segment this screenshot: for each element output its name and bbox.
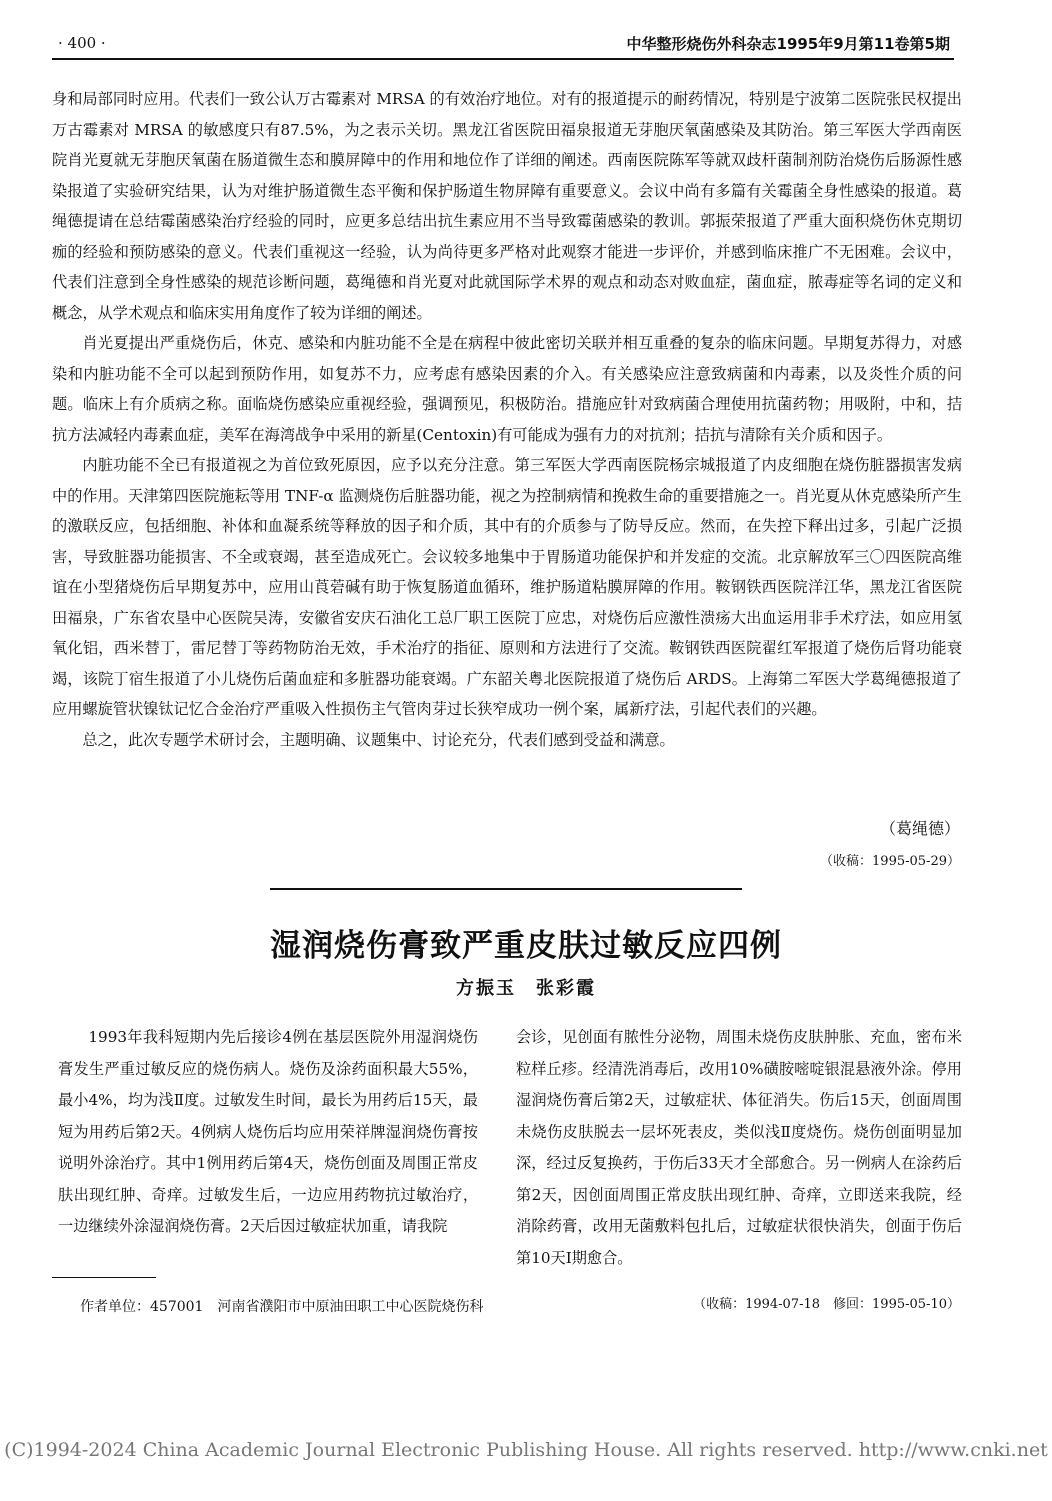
footnote-rule: [52, 1277, 156, 1278]
right-column: [516, 1022, 962, 1274]
paragraph: 身和局部同时应用。代表们一致公认万古霉素对 MRSA 的有效治疗地位。对有的报道提示的耐药情况，特别是宁波第二医院张民权提出万古霉素对 MRSA 的敏感度只有87.5%，为之表示关切。黑龙江省医院田福泉报道无芽胞厌氧菌感染及其防治。第三军医大学西南医院肖光夏就无芽胞厌氧菌在肠道微生态和膜屏障中的作用和地位作了详细的阐述。西南医院陈军等就双歧杆菌制剂防治烧伤后肠源性感染报道了实验研究结果，认为对维护肠道微生态平衡和保护肠道生物屏障有重要意义。会议中尚有多篇有关霉菌全身性感染的报道。葛绳德提请在总结霉菌感染治疗经验的同时，应更多总结出抗生素应用不当导致霉菌感染的教训。郭振荣报道了严重大面积烧伤休克期切痂的经验和预防感染的意义。代表们重视这一经验，认为尚待更多严格对此观察才能进一步评价，并感到临床推广不无困难。会议中，代表们注意到全身性感染的规范诊断问题，葛绳德和肖光夏对此就国际学术界的观点和动态对败血症，菌血症，脓毒症等名词的定义和概念，从学术观点和临床实用角度作了较为详细的阐述。: [52, 90, 962, 322]
copyright-watermark: (C)1994-2024 China Academic Journal Electronic Publishing House. All rights reserved. http://www.cnki.net: [4, 1439, 1048, 1461]
received-revised-date: （收稿：1994-07-18 修回：1995-05-10）: [693, 1297, 960, 1312]
received-date: （收稿：1995-05-29）: [820, 854, 960, 869]
paragraph: 总之，此次专题学术研讨会，主题明确、议题集中、讨论充分，代表们感到受益和满意。: [82, 730, 675, 749]
journal-header: 中华整形烧伤外科杂志1995年9月第11卷第5期: [626, 35, 950, 53]
paragraph: 肖光夏提出严重烧伤后，休克、感染和内脏功能不全是在病程中彼此密切关联并相互重叠的复杂的临床问题。早期复苏得力，对感染和内脏功能不全可以起到预防作用，如复苏不力，应考虑有感染因素的介入。有关感染应注意致病菌和内毒素，以及炎性介质的问题。临床上有介质病之称。面临烧伤感染应重视经验，强调预见，积极防治。措施应针对致病菌合理使用抗菌药物；用吸附，中和，拮抗方法减轻内毒素血症，美军在海湾战争中采用的新星(Centoxin)有可能成为强有力的对抗剂；拮抗与清除有关介质和因子。: [52, 334, 962, 444]
left-column: [58, 1022, 478, 1243]
header-rule: [52, 58, 954, 60]
author-affiliation: 作者单位：457001 河南省濮阳市中原油田职工中心医院烧伤科: [80, 1299, 484, 1315]
section-divider: [270, 888, 742, 890]
page-number: · 400 ·: [58, 34, 106, 52]
article1-body: [52, 84, 962, 755]
paragraph: 内脏功能不全已有报道视之为首位致死原因，应予以充分注意。第三军医大学西南医院杨宗城报道了内皮细胞在烧伤脏器损害发病中的作用。天津第四医院施耘等用 TNF-α 监测烧伤后脏器功能，视之为控制病情和挽救生命的重要措施之一。肖光夏从休克感染所产生的激联反应，包括细胞、补体和血凝系统等释放的因子和介质，其中有的介质参与了防导反应。然而，在失控下释出过多，引起广泛损害，导致脏器功能损害、不全或衰竭，甚至造成死亡。会议较多地集中于胃肠道功能保护和并发症的交流。北京解放军三〇四医院高维谊在小型猪烧伤后早期复苏中，应用山莨菪碱有助于恢复肠道血循环，维护肠道粘膜屏障的作用。鞍钢铁西医院洋江华，黑龙江省医院田福泉，广东省农垦中心医院吴涛，安徽省安庆石油化工总厂职工医院丁应忠，对烧伤后应激性溃疡大出血运用非手术疗法，如应用氢氧化铝，西米替丁，雷尼替丁等药物防治无效，手术治疗的指征、原则和方法进行了交流。鞍钢铁西医院翟红军报道了烧伤后肾功能衰竭，该院丁宿生报道了小儿烧伤后菌血症和多脏器功能衰竭。广东韶关粤北医院报道了烧伤后 ARDS。上海第二军医大学葛绳德报道了应用螺旋管状镍钛记忆合金治疗严重吸入性损伤主气管肉芽过长狭窄成功一例个案，属新疗法，引起代表们的兴趣。: [52, 456, 962, 718]
paragraph: 会诊，见创面有脓性分泌物，周围未烧伤皮肤肿胀、充血，密布米粒样丘疹。经清洗消毒后，改用10%磺胺嘧啶银混悬液外涂。停用湿润烧伤膏后第2天，过敏症状、体征消失。伤后15天，创面周围未烧伤皮肤脱去一层坏死表皮，类似浅Ⅱ度烧伤。烧伤创面明显加深，经过反复换药，于伤后33天才全部愈合。另一例病人在涂药后第2天，因创面周围正常皮肤出现红肿、奇痒，立即送来我院，经消除药膏，改用无菌敷料包扎后，过敏症状很快消失，创面于伤后第10天Ⅰ期愈合。: [516, 1028, 962, 1267]
paragraph: 1993年我科短期内先后接诊4例在基层医院外用湿润烧伤膏发生严重过敏反应的烧伤病人。烧伤及涂药面积最大55%，最小4%，均为浅Ⅱ度。过敏发生时间，最长为用药后15天，最短为用药后第2天。4例病人烧伤后均应用荣祥牌湿润烧伤膏按说明外涂治疗。其中1例用药后第4天，烧伤创面及周围正常皮肤出现红肿、奇痒。过敏发生后，一边应用药物抗过敏治疗，一边继续外涂湿润烧伤膏。2天后因过敏症状加重，请我院: [58, 1028, 478, 1235]
signature: （葛绳德）: [879, 819, 960, 838]
authors: 方振玉 张彩霞: [456, 978, 596, 999]
article-title: 湿润烧伤膏致严重皮肤过敏反应四例: [270, 928, 782, 964]
